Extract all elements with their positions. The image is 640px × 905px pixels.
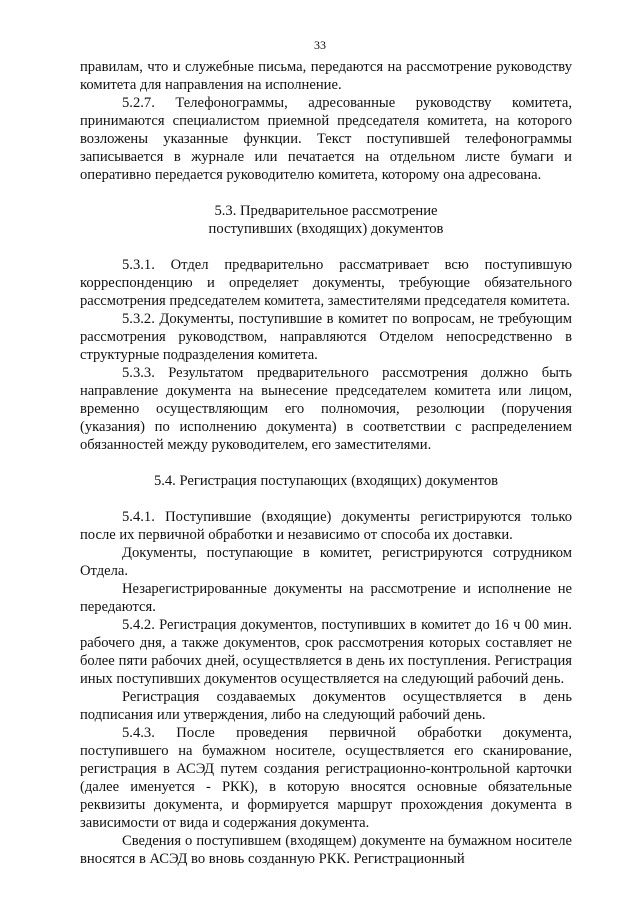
paragraph: Незарегистрированные документы на рассмотрение и исполнение не передаются. bbox=[80, 581, 572, 615]
section-heading: 5.3. Предварительное рассмотрение bbox=[214, 203, 438, 219]
document-body bbox=[80, 58, 572, 868]
paragraph: 5.4.1. Поступившие (входящие) документы регистрируются только после их первичной обработки и независимо от способа их доставки. bbox=[80, 509, 572, 543]
paragraph: 5.2.7. Телефонограммы, адресованные руководству комитета, принимаются специалистом приемной председателя комитета, на которого возложены указанные функции. Текст поступившей телефонограммы записывается в журнале или печатается на отдельном листе бумаги и оперативно передается руководителю комитета, которому она адресована. bbox=[80, 95, 572, 183]
paragraph: правилам, что и служебные письма, передаются на рассмотрение руководству комитета для направления на исполнение. bbox=[80, 59, 572, 93]
paragraph: Регистрация создаваемых документов осуществляется в день подписания или утверждения, либо на следующий рабочий день. bbox=[80, 689, 572, 723]
page-number: 33 bbox=[314, 38, 326, 52]
section-heading: 5.4. Регистрация поступающих (входящих) документов bbox=[153, 473, 499, 489]
paragraph: 5.3.1. Отдел предварительно рассматривает всю поступившую корреспонденцию и определяет документы, требующие обязательного рассмотрения председателем комитета, заместителями председателя комитета. bbox=[80, 257, 572, 309]
paragraph: 5.3.2. Документы, поступившие в комитет по вопросам, не требующим рассмотрения руководством, направляются Отделом непосредственно в структурные подразделения комитета. bbox=[80, 311, 572, 363]
paragraph: 5.4.2. Регистрация документов, поступивших в комитет до 16 ч 00 мин. рабочего дня, а также документов, срок рассмотрения которых составляет не более пяти рабочих дней, осуществляется в день их поступления. Регистрация иных поступивших документов осуществляется на следующий рабочий день. bbox=[80, 617, 572, 687]
paragraph: 5.3.3. Результатом предварительного рассмотрения должно быть направление документа на вынесение председателем комитета или лицом, временно осуществляющим его полномочия, резолюции (поручения (указания) по исполнению документа) в соответствии с распределением обязанностей между руководителем, его заместителями. bbox=[80, 365, 572, 453]
section-heading: поступивших (входящих) документов bbox=[208, 221, 444, 237]
paragraph: Документы, поступающие в комитет, регистрируются сотрудником Отдела. bbox=[80, 545, 572, 579]
paragraph: Сведения о поступившем (входящем) документе на бумажном носителе вносятся в АСЭД во вновь созданную РКК. Регистрационный bbox=[80, 833, 572, 867]
paragraph: 5.4.3. После проведения первичной обработки документа, поступившего на бумажном носителе, осуществляется его сканирование, регистрация в АСЭД путем создания регистрационно-контрольной карточки (далее именуется - РКК), в которую вносятся основные обязательные реквизиты документа, и формируется маршрут прохождения документа в зависимости от вида и содержания документа. bbox=[80, 725, 572, 831]
